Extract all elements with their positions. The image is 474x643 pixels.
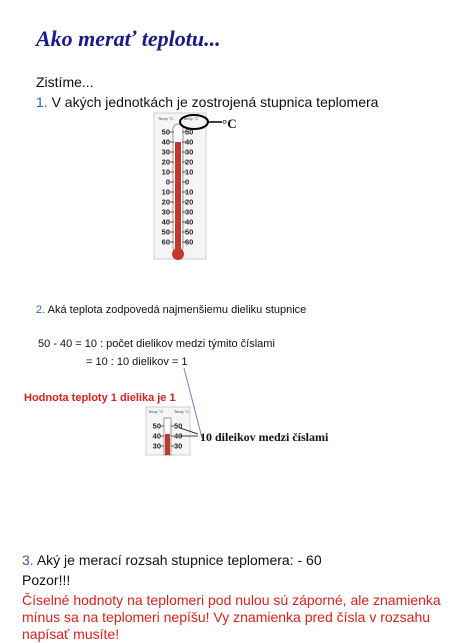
- thermometer-large-right-scale-label: 10: [185, 167, 194, 177]
- note-line: napísať musíte!: [22, 626, 120, 642]
- intro-text: Zistíme...: [36, 74, 94, 90]
- thermometer-small-left-scale-label: 50: [152, 421, 161, 431]
- thermometer-small-left-scale-label: 30: [152, 441, 161, 451]
- question-3-number: 3.: [22, 552, 34, 568]
- annotation-small-label: 10 dileikov medzi číslami: [200, 430, 329, 444]
- thermometer-large-right-scale-label: 20: [185, 157, 194, 167]
- thermometer-large-right-scale-label: 40: [185, 217, 194, 227]
- question-2-text: Aká teplota zodpovedá najmenšiemu dieliku stupnice: [47, 304, 307, 316]
- page-title: Ako merať teplotu...: [36, 26, 221, 51]
- note-block: [22, 592, 441, 643]
- calc-line-2: = 10 : 10 dielikov = 1: [86, 356, 188, 368]
- thermometer-large-right-scale-label: 10: [185, 187, 194, 197]
- thermometer-large-left-scale-label: 50: [161, 227, 170, 237]
- thermometer-small-header-right: Temp °C: [174, 409, 190, 414]
- thermometer-large-left-scale-label: 30: [161, 147, 170, 157]
- thermometer-large-left-scale-label: 10: [161, 187, 170, 197]
- thermometer-small: [140, 362, 250, 462]
- thermometer-large-right-scale-label: 30: [185, 207, 194, 217]
- note-line: Číselné hodnoty na teplomeri pod nulou sú záporné, ale znamienka: [22, 592, 441, 608]
- thermometer-large-mercury: [175, 142, 181, 254]
- question-2-number: 2.: [36, 304, 46, 316]
- thermometer-large-left-scale-label: 20: [161, 197, 170, 207]
- thermometer-large-left-scale-label: 60: [161, 237, 170, 247]
- thermometer-large-header-left: Temp °C: [158, 116, 174, 121]
- thermometer-large: [150, 112, 250, 262]
- thermometer-large-header-right: Temp °C: [183, 116, 199, 121]
- thermometer-small-right-scale-label: 50: [174, 421, 183, 431]
- thermometer-large-right-scale-label: 50: [185, 227, 194, 237]
- thermometer-large-bulb: [172, 248, 184, 260]
- note-line: mínus sa na teplomeri nepíšu! Vy znamienka pred čísla v rozsahu: [22, 609, 431, 625]
- thermometer-small-header-left: Temp °C: [148, 409, 164, 414]
- thermometer-large-left-scale-label: 40: [161, 217, 170, 227]
- highlight-text: Hodnota teploty 1 dielika je 1: [24, 392, 176, 404]
- thermometer-small-mercury: [165, 434, 170, 455]
- unit-label: °C: [222, 116, 237, 131]
- thermometer-large-right-scale-label: 50: [185, 127, 194, 137]
- warning-text: Pozor!!!: [22, 572, 71, 588]
- question-3: [22, 552, 322, 568]
- thermometer-large-right-scale-label: 30: [185, 147, 194, 157]
- thermometer-large-right-scale-label: 40: [185, 137, 194, 147]
- thermometer-large-left-scale-label: 0: [165, 177, 170, 187]
- question-2: [36, 304, 306, 316]
- question-1-number: 1.: [36, 94, 48, 110]
- thermometer-large-right-scale-label: 20: [185, 197, 194, 207]
- thermometer-large-left-scale-label: 10: [161, 167, 170, 177]
- question-3-text: Aký je merací rozsah stupnice teplomera: - 60: [36, 552, 322, 568]
- thermometer-large-right-scale-label: 60: [185, 237, 194, 247]
- thermometer-small-left-scale: [153, 422, 164, 451]
- thermometer-large-right-scale-label: 0: [185, 177, 190, 187]
- thermometer-large-left-scale-label: 30: [161, 207, 170, 217]
- question-1: [36, 94, 378, 110]
- calc-line-1: 50 - 40 = 10 : počet dielikov medzi týmito číslami: [38, 338, 275, 350]
- thermometer-large-left-scale-label: 20: [161, 157, 170, 167]
- thermometer-small-left-scale-label: 40: [152, 431, 161, 441]
- thermometer-large-left-scale-label: 40: [161, 137, 170, 147]
- question-1-text: V akých jednotkách je zostrojená stupnica teplomera: [51, 94, 379, 110]
- thermometer-small-right-scale-label: 40: [174, 431, 183, 441]
- thermometer-large-left-scale-label: 50: [161, 127, 170, 137]
- thermometer-small-right-scale-label: 30: [174, 441, 183, 451]
